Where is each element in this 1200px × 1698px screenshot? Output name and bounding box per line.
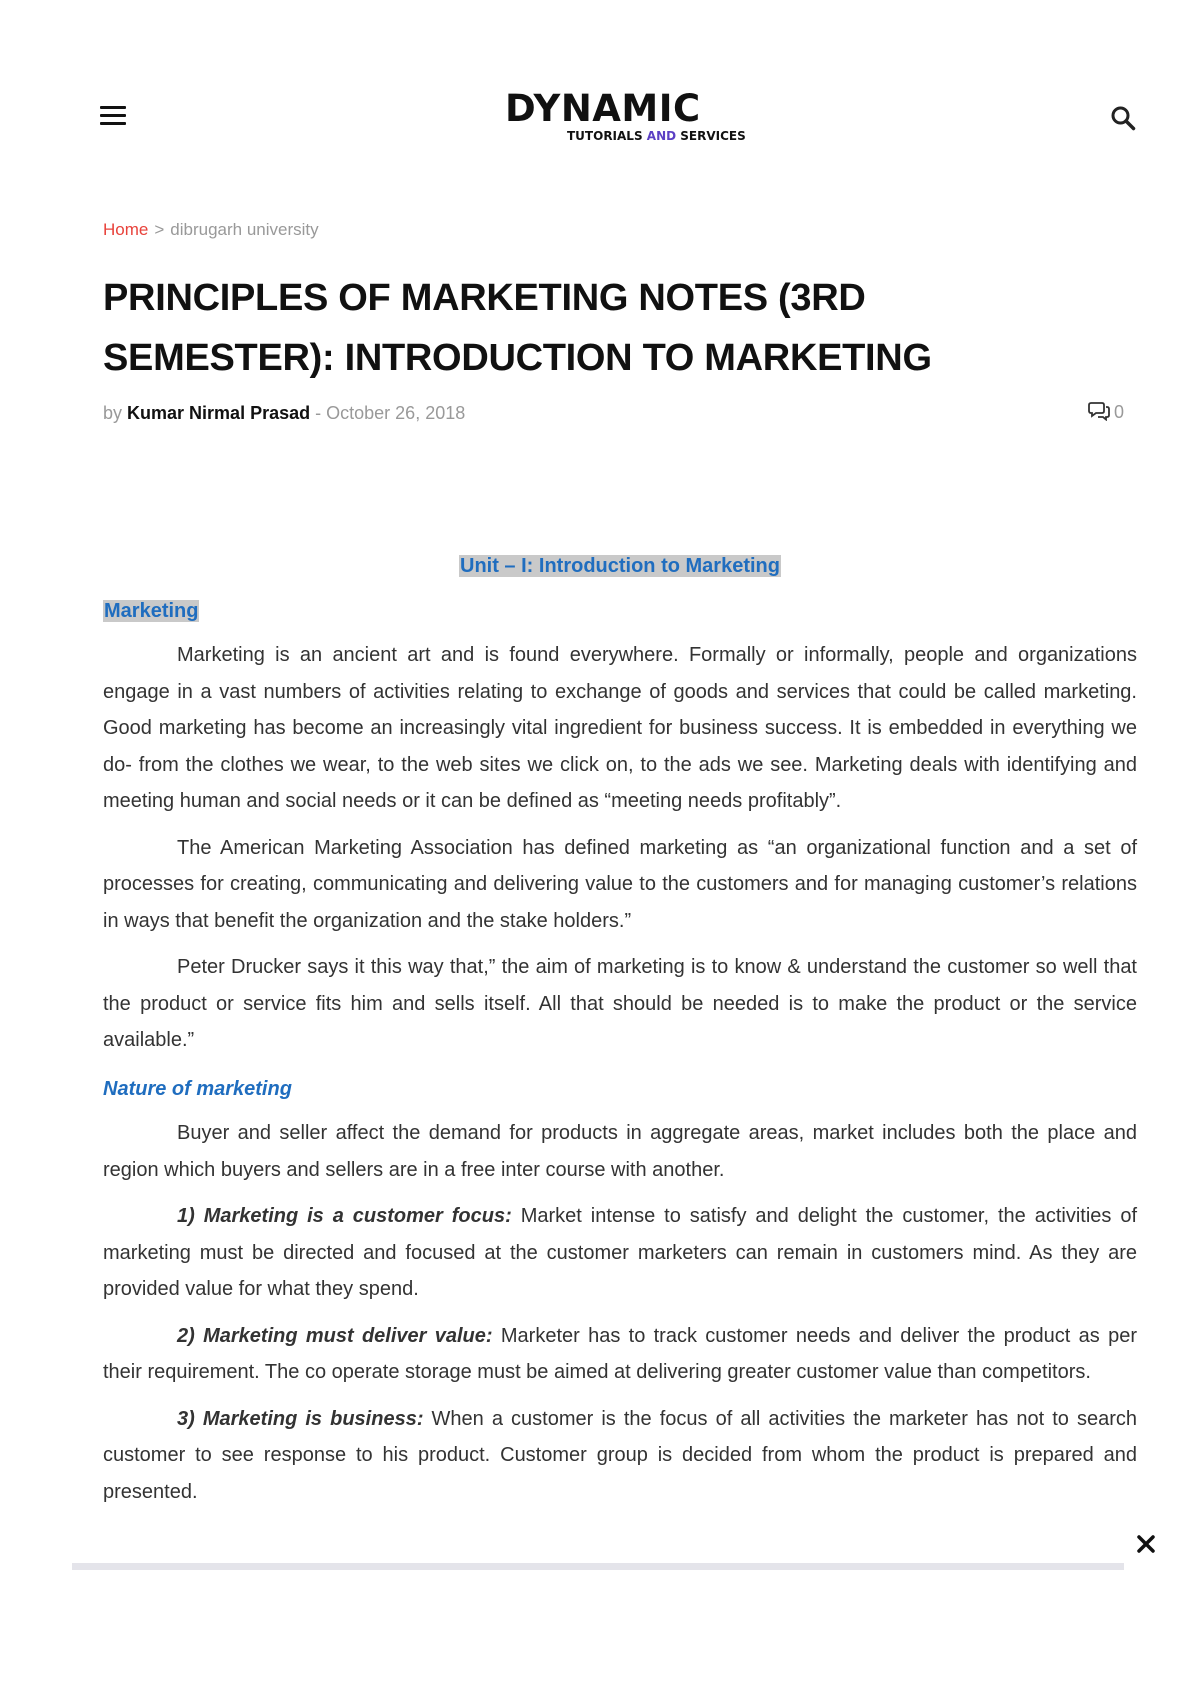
post-date: October 26, 2018 [326,403,466,423]
meta-by-label: by [103,403,123,423]
point-text: Marketer has to track customer needs and deliver the product as per their requirement. The co operate storage must be aimed at delivering greater customer value than competitors. [103,1324,1138,1383]
site-logo[interactable] [460,87,746,148]
logo-tagline-part: SERVICES [676,129,746,143]
comments-icon [1088,401,1110,421]
logo-tagline-part: TUTORIALS [567,129,647,143]
breadcrumb-home-link[interactable]: Home [103,220,149,239]
sticky-ad-bar [72,1563,1124,1570]
ad-close-button[interactable] [1124,1520,1168,1566]
point-title: 1) Marketing is a customer focus: [177,1205,512,1227]
breadcrumb-separator: > [154,220,165,239]
hamburger-menu-icon[interactable] [100,106,126,128]
comments-link[interactable] [1088,401,1124,423]
comment-count: 0 [1114,402,1125,422]
point-paragraph [103,1198,1137,1308]
section-heading-text: Marketing [104,599,199,622]
point-title: 3) Marketing is business: [177,1407,424,1430]
sticky-ad-area [0,1525,1200,1698]
page-title: PRINCIPLES OF MARKETING NOTES (3RD SEMESTER): INTRODUCTION TO MARKETING [103,277,932,379]
meta-dash: - [315,403,322,423]
close-icon [1136,1534,1156,1554]
point-text: Market intense to satisfy and delight the customer, the activities of marketing must be directed and focused at the customer marketers can remain in customers mind. As they are provided value for what they spend. [103,1205,1137,1300]
point-paragraph [103,1401,1137,1511]
point-paragraph [103,1318,1137,1391]
post-meta [103,403,465,424]
breadcrumb-category-link[interactable]: dibrugarh university [170,220,319,239]
author-link[interactable]: Kumar Nirmal Prasad [127,403,311,423]
article-paragraph: Marketing is an ancient art and is found everywhere. Formally or informally, people and organizations engage in a vast numbers of activities relating to exchange of goods and services that could be called marketing. Good marketing has become an increasingly vital ingredient for business success. It is embedded in everything we do- from the clothes we wear, to the web sites we click on, to the ads we see. Marketing deals with identifying and meeting human and social needs or it can be defined as “meeting needs profitably”. [103,644,1137,812]
point-text: When a customer is the focus of all activities the marketer has not to search customer to see response to his product. Customer group is decided from whom the product is prepared and presented. [103,1407,1137,1503]
section-heading [103,593,1137,630]
article-paragraph: Buyer and seller affect the demand for products in aggregate areas, market includes both the place and region which buyers and sellers are in a free inter course with another. [103,1122,1137,1181]
nature-heading: Nature of marketing [103,1077,292,1100]
logo-tagline-accent: AND [646,129,677,143]
unit-heading [103,548,1137,585]
article-paragraph: Peter Drucker says it this way that,” the aim of marketing is to know & understand the customer so well that the product or service fits him and sells itself. All that should be needed is to make the product or the service available.” [103,956,1137,1051]
article-body [103,548,1137,1520]
breadcrumb [103,220,319,240]
search-icon[interactable] [1110,105,1138,133]
logo-tagline [567,129,746,143]
site-header [0,0,1200,180]
unit-heading-text: Unit – I: Introduction to Marketing [460,555,780,577]
article-paragraph: The American Marketing Association has defined marketing as “an organizational function and a set of processes for creating, communicating and delivering value to the customers and for managing customer’s relations in ways that benefit the organization and the stake holders.” [103,836,1137,932]
logo-main-text: DYNAMIC [505,87,701,130]
point-title: 2) Marketing must deliver value: [177,1324,493,1347]
